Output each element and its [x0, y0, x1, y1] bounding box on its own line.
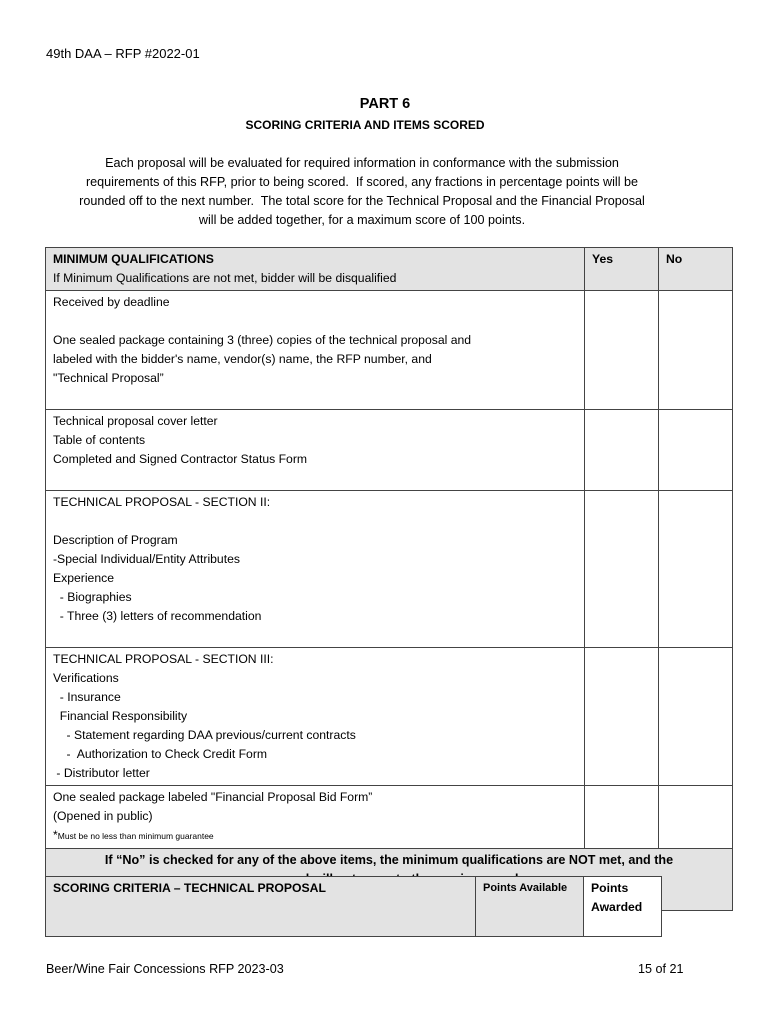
row-line: Verifications	[53, 671, 119, 685]
part-subtitle: SCORING CRITERIA AND ITEMS SCORED	[245, 118, 485, 132]
table-row	[46, 291, 733, 410]
row-line: Financial Responsibility	[53, 709, 188, 723]
row-text	[46, 291, 585, 410]
table-row	[46, 410, 733, 491]
row-line	[53, 512, 577, 531]
no-checkbox-cell[interactable]	[659, 786, 733, 849]
row-line: Technical proposal cover letter	[53, 414, 218, 428]
table-row	[46, 648, 733, 786]
intro-paragraph	[44, 154, 680, 230]
no-checkbox-cell[interactable]	[659, 410, 733, 491]
footnote-line	[53, 826, 577, 846]
table-row	[46, 786, 733, 849]
intro-line: Each proposal will be evaluated for required information in conformance with the submission	[105, 156, 619, 170]
row-text	[46, 410, 585, 491]
yes-checkbox-cell[interactable]	[585, 648, 659, 786]
row-line: -Special Individual/Entity Attributes	[53, 552, 240, 566]
row-text	[46, 491, 585, 648]
no-checkbox-cell[interactable]	[659, 648, 733, 786]
row-line: - Biographies	[53, 590, 132, 604]
notice-line: proposal will not move to the scoring round.	[256, 872, 522, 886]
yes-checkbox-cell[interactable]	[585, 410, 659, 491]
row-line: TECHNICAL PROPOSAL - SECTION III:	[53, 652, 274, 666]
row-line: - Distributor letter	[53, 766, 150, 780]
row-line: (Opened in public)	[53, 809, 153, 823]
min-qual-note: If Minimum Qualifications are not met, bidder will be disqualified	[53, 271, 397, 285]
column-header-no: No	[659, 248, 733, 291]
row-line: One sealed package labeled "Financial Proposal Bid Form”	[53, 790, 373, 804]
column-header-points-awarded: Points Awarded	[584, 877, 662, 937]
footnote-mark: *	[53, 828, 58, 842]
scoring-header-row	[46, 877, 662, 937]
notice-line: If “No” is checked for any of the above items, the minimum qualifications are NOT met, and the	[104, 853, 674, 867]
row-text	[46, 786, 585, 849]
row-line: Description of Program	[53, 533, 178, 547]
row-line: Completed and Signed Contractor Status Form	[53, 452, 308, 466]
row-line: - Authorization to Check Credit Form	[53, 747, 268, 761]
footnote-text: Must be no less than minimum guarantee	[57, 831, 214, 841]
yes-checkbox-cell[interactable]	[585, 291, 659, 410]
no-checkbox-cell[interactable]	[659, 291, 733, 410]
table-row	[46, 491, 733, 648]
yes-checkbox-cell[interactable]	[585, 491, 659, 648]
row-line: Experience	[53, 571, 114, 585]
intro-line: rounded off to the next number. The total score for the Technical Proposal and the Financial Proposal	[79, 194, 645, 208]
header-cell	[46, 248, 585, 291]
scoring-criteria-table	[45, 876, 662, 937]
row-line: One sealed package containing 3 (three) copies of the technical proposal and	[53, 333, 472, 347]
row-line: Table of contents	[53, 433, 146, 447]
yes-checkbox-cell[interactable]	[585, 786, 659, 849]
row-line	[53, 469, 577, 488]
min-qual-title: MINIMUM QUALIFICATIONS	[53, 252, 214, 266]
scoring-criteria-title: SCORING CRITERIA – TECHNICAL PROPOSAL	[46, 877, 476, 937]
row-line: Received by deadline	[53, 295, 170, 309]
row-line: TECHNICAL PROPOSAL - SECTION II:	[53, 495, 271, 509]
no-checkbox-cell[interactable]	[659, 491, 733, 648]
row-text	[46, 648, 585, 786]
part-title: PART 6	[359, 96, 411, 112]
row-line: - Statement regarding DAA previous/current contracts	[53, 728, 356, 742]
row-line	[53, 312, 577, 331]
row-line	[53, 626, 577, 645]
page-number: 15 of 21	[638, 962, 684, 976]
minimum-qualifications-table	[45, 247, 733, 911]
row-line: - Insurance	[53, 690, 121, 704]
row-line: labeled with the bidder's name, vendor(s) name, the RFP number, and	[53, 352, 432, 366]
document-id: 49th DAA – RFP #2022-01	[46, 46, 200, 61]
table-header-row	[46, 248, 733, 291]
row-line: - Three (3) letters of recommendation	[53, 609, 262, 623]
row-line: "Technical Proposal”	[53, 371, 164, 385]
intro-line: requirements of this RFP, prior to being scored. If scored, any fractions in percentage points will be	[85, 175, 639, 189]
column-header-yes: Yes	[585, 248, 659, 291]
row-line	[53, 388, 577, 407]
footer-document-title: Beer/Wine Fair Concessions RFP 2023-03	[46, 962, 284, 976]
column-header-points-available: Points Available	[476, 877, 584, 937]
intro-line: will be added together, for a maximum score of 100 points.	[198, 213, 526, 227]
